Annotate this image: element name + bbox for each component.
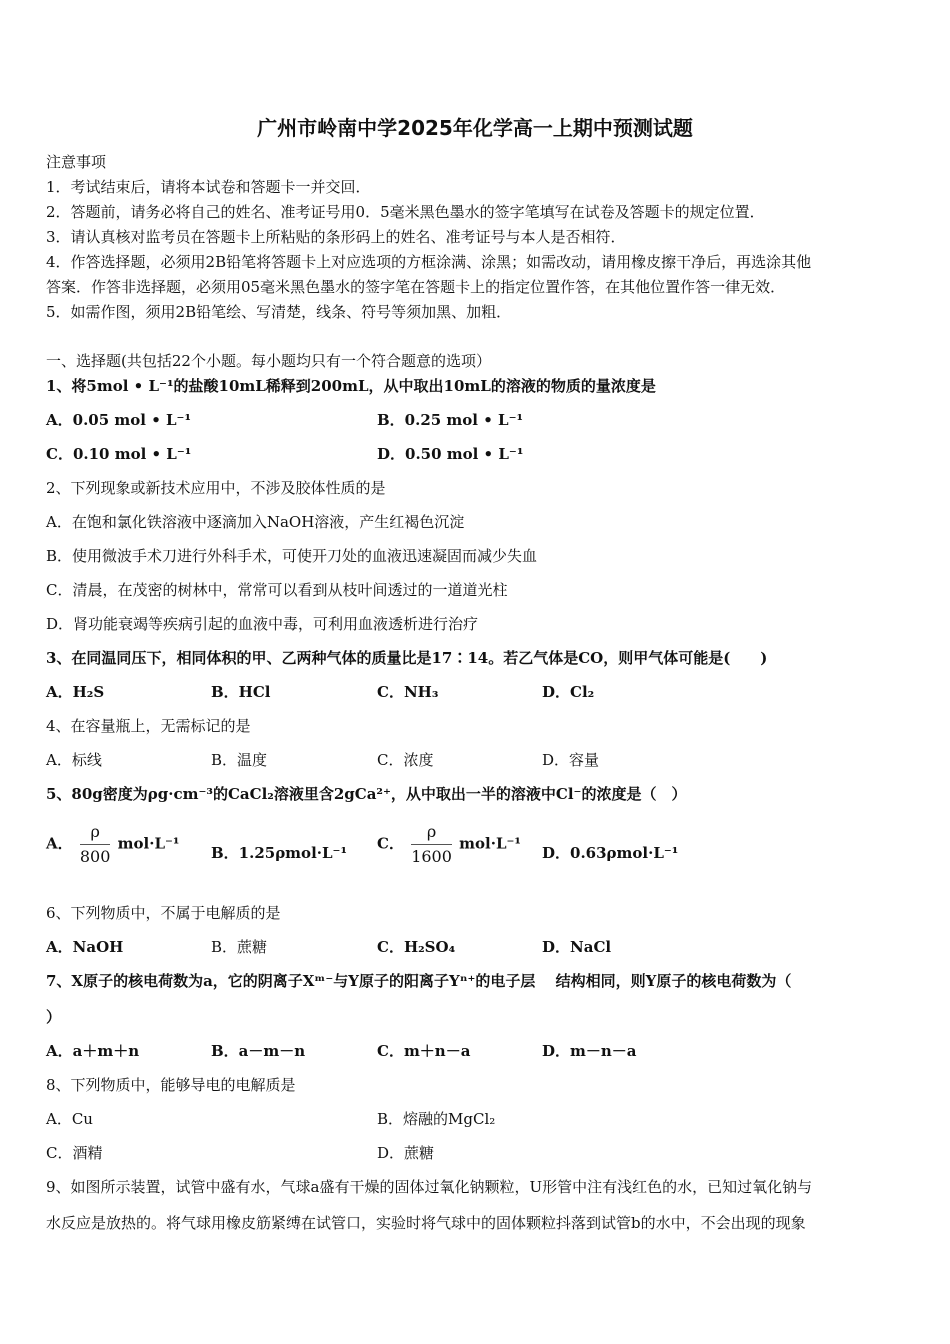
q8-stem: 8、下列物质中，能够导电的电解质是 (46, 1076, 296, 1094)
q3-option-d: D．Cl₂ (542, 683, 595, 701)
fraction-numerator: ρ (80, 822, 111, 845)
q5-stem: 5、80g密度为ρg·cm⁻³的CaCl₂溶液里含2gCa²⁺，从中取出一半的溶液中Cl⁻的浓度是（ ） (46, 785, 687, 803)
q1-option-d: D．0.50 mol • L⁻¹ (377, 445, 524, 463)
notice-heading: 注意事项 (46, 153, 107, 171)
q5-option-d: D．0.63ρmol·L⁻¹ (542, 844, 679, 862)
notice-item-5: 5．如需作图，须用2B铅笔绘、写清楚，线条、符号等须加黑、加粗． (46, 303, 512, 321)
q2-option-d: D．肾功能衰竭等疾病引起的血液中毒，可利用血液透析进行治疗 (46, 615, 479, 633)
q3-option-c: C．NH₃ (377, 683, 439, 701)
q7-stem: 7、X原子的核电荷数为a，它的阴离子Xᵐ⁻与Y原子的阳离子Yⁿ⁺的电子层 结构相同，则Y原子的核电荷数为（ (46, 972, 792, 990)
q1-option-b: B．0.25 mol • L⁻¹ (377, 411, 524, 429)
q2-option-b: B．使用微波手术刀进行外科手术，可使开刀处的血液迅速凝固而减少失血 (46, 547, 538, 565)
q5-option-c-label: C． (377, 834, 404, 853)
notice-item-3: 3．请认真核对监考员在答题卡上所粘贴的条形码上的姓名、准考证号与本人是否相符． (46, 228, 626, 246)
q8-option-a: A．Cu (46, 1110, 93, 1128)
q2-option-a: A．在饱和氯化铁溶液中逐滴加入NaOH溶液，产生红褐色沉淀 (46, 513, 465, 531)
section-heading: 一、选择题(共包括22个小题。每小题均只有一个符合题意的选项） (46, 352, 491, 370)
q2-option-c: C．清晨，在茂密的树林中，常常可以看到从枝叶间透过的一道道光柱 (46, 581, 508, 599)
q3-stem: 3、在同温同压下，相同体积的甲、乙两种气体的质量比是17∶14。若乙气体是CO，则甲气体可能是( ) (46, 649, 768, 667)
q5-option-a (46, 822, 180, 867)
q9-stem-cont: 水反应是放热的。将气球用橡皮筋紧缚在试管口，实验时将气球中的固体颗粒抖落到试管b的水中，不会出现的现象 (46, 1214, 806, 1232)
q4-option-b: B．温度 (211, 751, 268, 769)
q1-option-a: A．0.05 mol • L⁻¹ (46, 411, 192, 429)
fraction-denominator: 800 (79, 847, 111, 866)
q1-option-c: C．0.10 mol • L⁻¹ (46, 445, 192, 463)
q2-stem: 2、下列现象或新技术应用中，不涉及胶体性质的是 (46, 479, 386, 497)
q5-option-b: B．1.25ρmol·L⁻¹ (211, 844, 348, 862)
q7-option-c: C．m＋n－a (377, 1042, 471, 1060)
q8-option-b: B．熔融的MgCl₂ (377, 1110, 496, 1128)
q7-option-b: B．a－m－n (211, 1042, 306, 1060)
q6-option-d: D．NaCl (542, 938, 612, 956)
q3-option-b: B．HCl (211, 683, 271, 701)
fraction-numerator: ρ (411, 822, 452, 845)
fraction-denominator: 1600 (411, 847, 452, 866)
q6-stem: 6、下列物质中，不属于电解质的是 (46, 904, 281, 922)
q6-option-b: B．蔗糖 (211, 938, 268, 956)
page-title: 广州市岭南中学2025年化学高一上期中预测试题 (257, 116, 693, 140)
q7-option-a: A．a＋m＋n (46, 1042, 140, 1060)
notice-item-4-cont: 答案．作答非选择题，必须用05毫米黑色墨水的签字笔在答题卡上的指定位置作答，在其他位置作答一律无效． (46, 278, 786, 296)
q7-stem-cont: ） (46, 1008, 62, 1026)
q5-option-a-unit: mol·L⁻¹ (117, 834, 180, 853)
q4-option-c: C．浓度 (377, 751, 434, 769)
notice-item-4: 4．作答选择题，必须用2B铅笔将答题卡上对应选项的方框涂满、涂黑；如需改动，请用橡皮擦干净后，再选涂其他 (46, 253, 812, 271)
notice-item-2: 2．答题前，请务必将自己的姓名、准考证号用0．5毫米黑色墨水的签字笔填写在试卷及答题卡的规定位置． (46, 203, 765, 221)
q5-option-c (377, 822, 521, 867)
q6-option-a: A．NaOH (46, 938, 124, 956)
q3-option-a: A．H₂S (46, 683, 105, 701)
q5-option-c-unit: mol·L⁻¹ (459, 834, 521, 853)
q9-stem: 9、如图所示装置，试管中盛有水，气球a盛有干燥的固体过氧化钠颗粒，U形管中注有浅红色的水，已知过氧化钠与 (46, 1178, 813, 1196)
q4-option-d: D．容量 (542, 751, 600, 769)
q8-option-c: C．酒精 (46, 1144, 103, 1162)
q7-option-d: D．m－n－a (542, 1042, 637, 1060)
q8-option-d: D．蔗糖 (377, 1144, 435, 1162)
q6-option-c: C．H₂SO₄ (377, 938, 456, 956)
notice-item-1: 1．考试结束后，请将本试卷和答题卡一并交回． (46, 178, 371, 196)
q5-option-c-fraction (411, 822, 452, 867)
q4-option-a: A．标线 (46, 751, 102, 769)
q5-option-a-fraction (80, 822, 111, 867)
q1-stem: 1、将5mol • L⁻¹的盐酸10mL稀释到200mL，从中取出10mL的溶液的物质的量浓度是 (46, 377, 656, 395)
q4-stem: 4、在容量瓶上，无需标记的是 (46, 717, 251, 735)
q5-option-a-label: A． (46, 834, 73, 853)
